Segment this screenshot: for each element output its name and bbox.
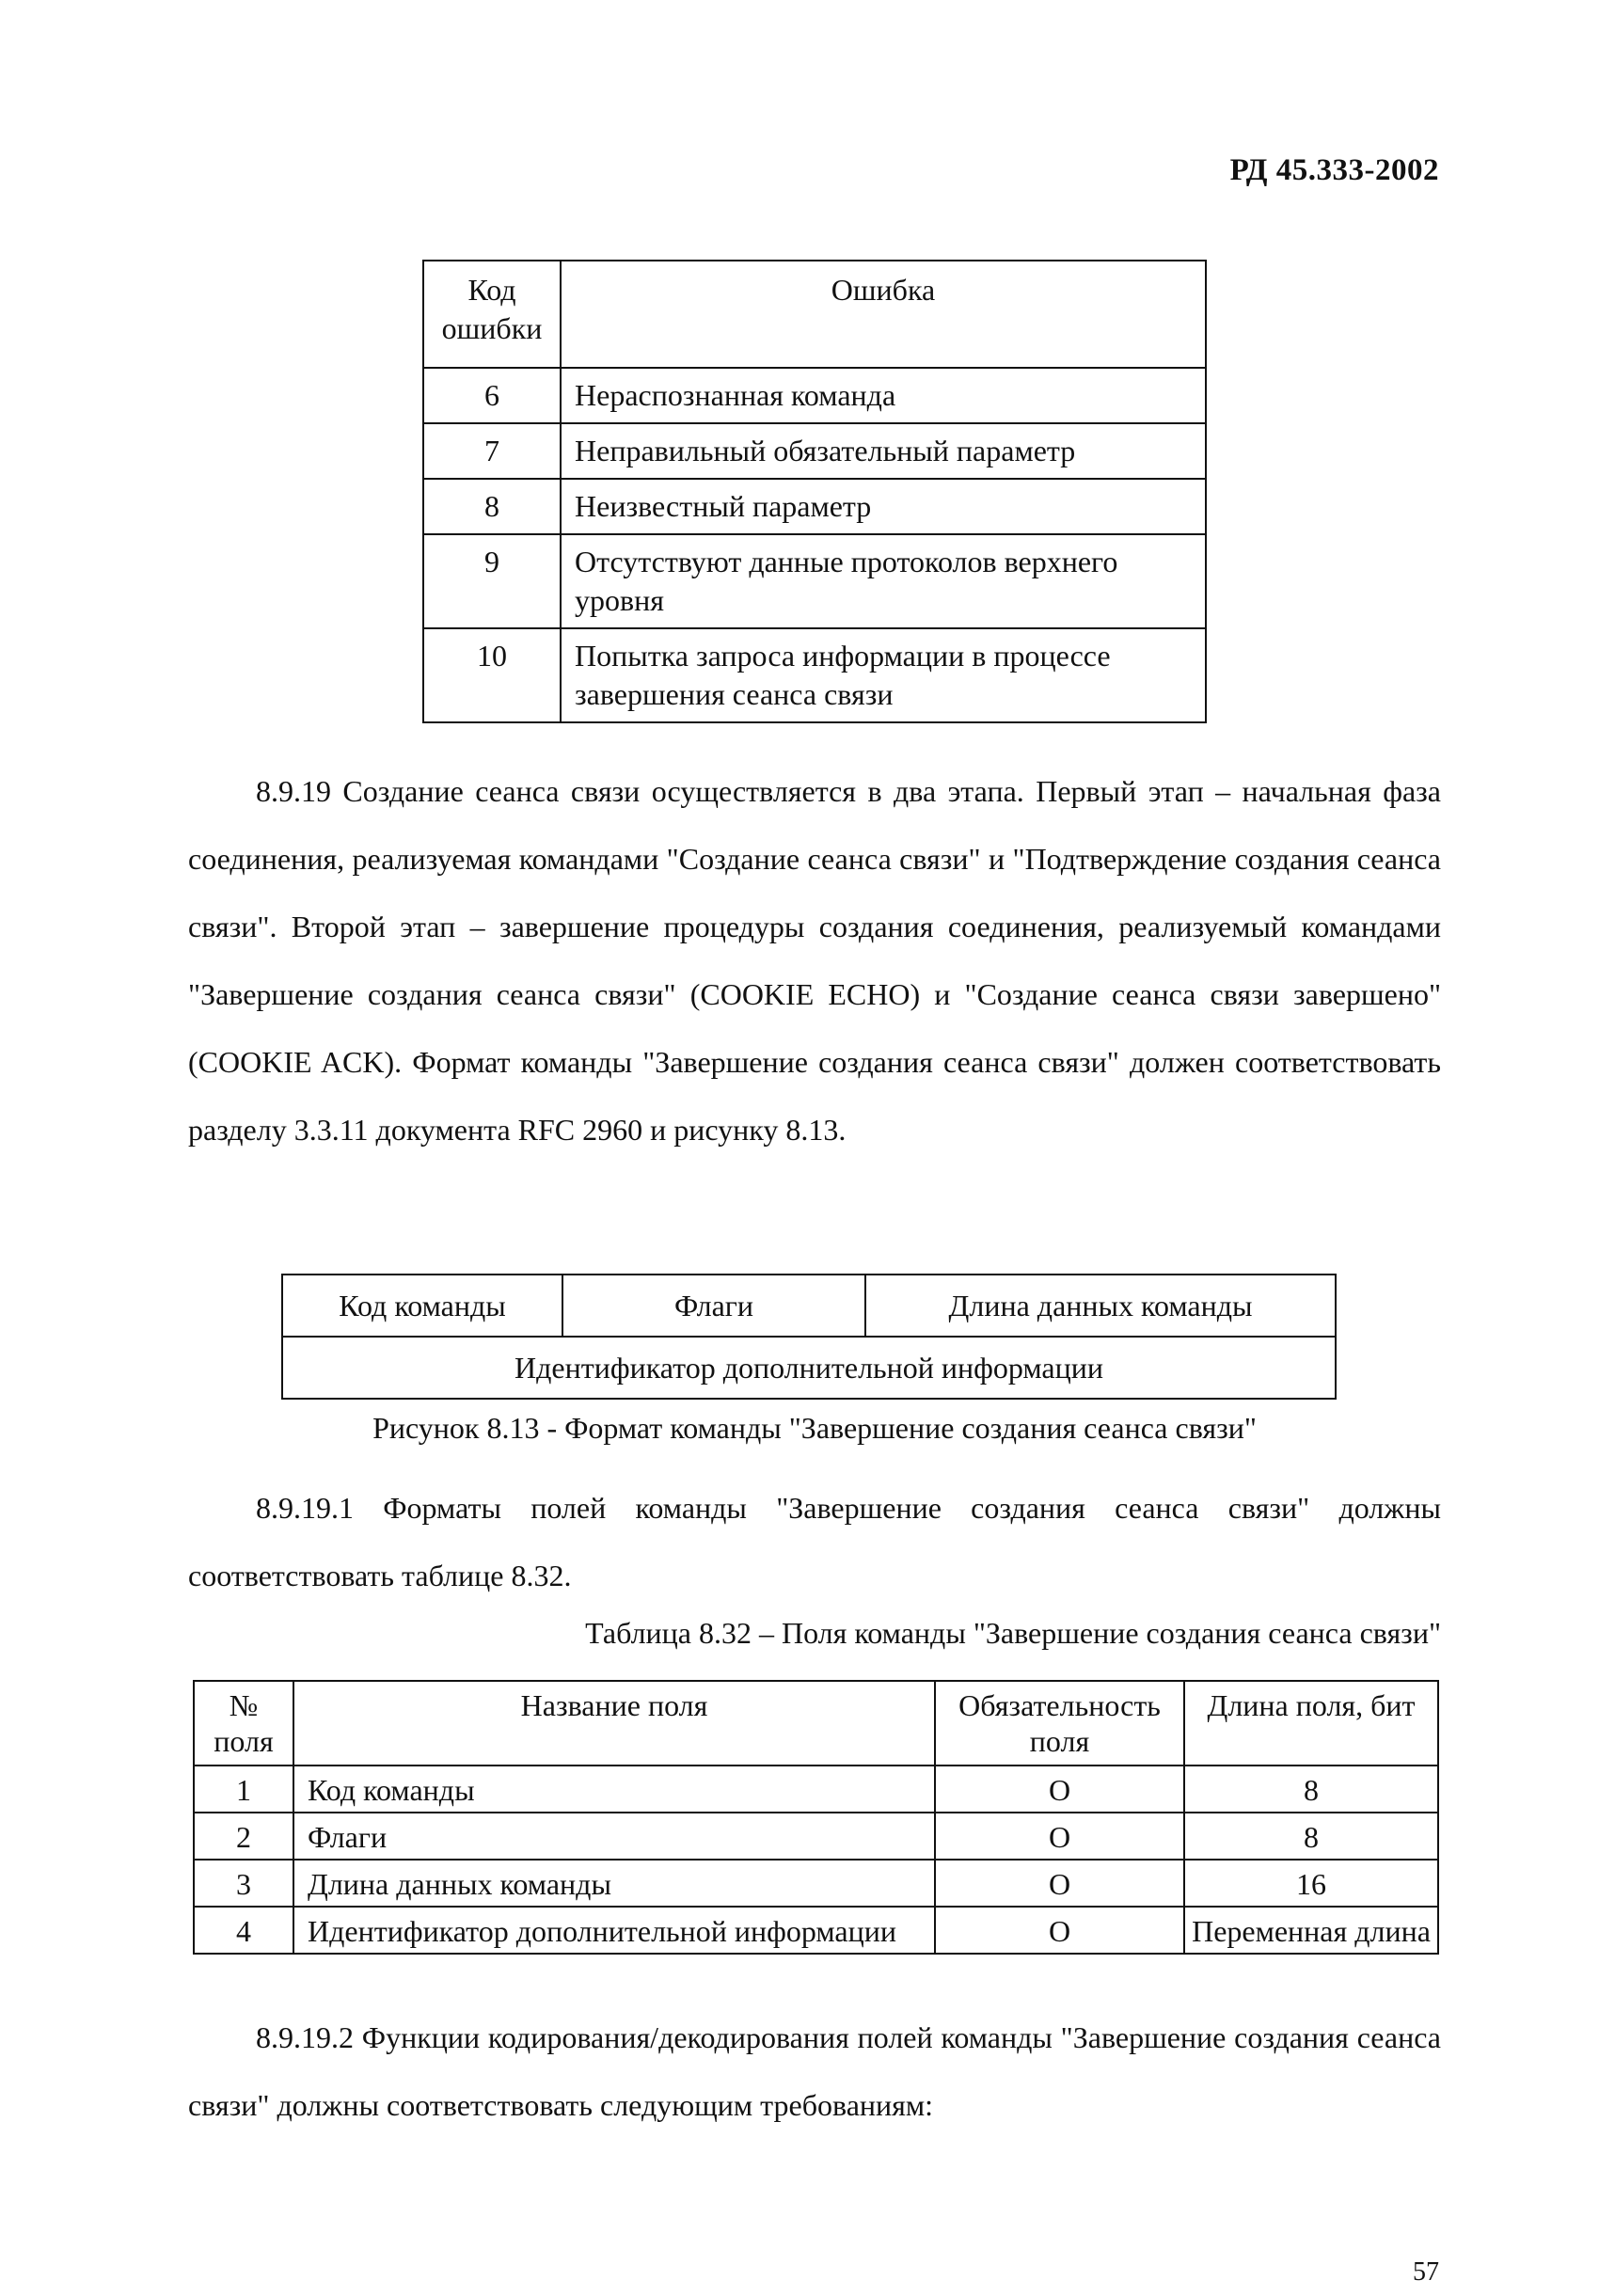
table-row [423, 534, 1206, 628]
column-header-error: Ошибка [561, 261, 1206, 368]
figure-cell-info-identifier: Идентификатор дополнительной информации [282, 1337, 1336, 1399]
column-header-name: Название поля [293, 1681, 935, 1766]
table-row [423, 368, 1206, 423]
page-number: 57 [1413, 2257, 1439, 2287]
column-header-length: Длина поля, бит [1184, 1681, 1438, 1766]
field-num: 1 [194, 1766, 293, 1813]
table-header-row [423, 261, 1206, 368]
field-num: 4 [194, 1907, 293, 1954]
error-code: 7 [423, 423, 561, 479]
field-length: Переменная длина [1184, 1907, 1438, 1954]
figure-caption: Рисунок 8.13 - Формат команды "Завершение создания сеанса связи" [372, 1411, 1257, 1445]
field-name: Флаги [293, 1813, 935, 1860]
field-name: Код команды [293, 1766, 935, 1813]
field-required: О [935, 1907, 1184, 1954]
column-header-required: Обязательность поля [935, 1681, 1184, 1766]
table-row [423, 479, 1206, 534]
column-header-num: № поля [194, 1681, 293, 1766]
error-text: Неправильный обязательный параметр [561, 423, 1206, 479]
paragraph-8-9-19: 8.9.19 Создание сеанса связи осуществляется в два этапа. Первый этап – начальная фаза соединения, реализуемая командами "Создание сеанса связи" и "Подтверждение создания сеанса связи". Второй этап – завершение процедуры создания соединения, реализуемый командами "Завершение создания сеанса связи" (COOKIE ECHO) и "Создание сеанса связи завершено" (COOKIE ACK). Формат команды "Завершение создания сеанса связи" должен соответствовать разделу 3.3.11 документа RFC 2960 и рисунку 8.13. [188, 774, 1441, 1147]
error-text: Нераспознанная команда [561, 368, 1206, 423]
figure-cell-data-length: Длина данных команды [865, 1275, 1336, 1337]
field-required: О [935, 1860, 1184, 1907]
error-text: Неизвестный параметр [561, 479, 1206, 534]
field-name: Идентификатор дополнительной информации [293, 1907, 935, 1954]
field-length: 8 [1184, 1766, 1438, 1813]
error-text: Попытка запроса информации в процессе завершения сеанса связи [561, 628, 1206, 722]
error-code: 8 [423, 479, 561, 534]
fields-table-8-32 [193, 1680, 1439, 1955]
error-code: 6 [423, 368, 561, 423]
field-required: О [935, 1813, 1184, 1860]
table-row [423, 423, 1206, 479]
figure-cell-command-code: Код команды [282, 1275, 562, 1337]
field-name: Длина данных команды [293, 1860, 935, 1907]
table-row [194, 1860, 1438, 1907]
column-header-code: Код ошибки [423, 261, 561, 368]
table-row [194, 1766, 1438, 1813]
document-code: РД 45.333-2002 [1229, 153, 1439, 187]
error-codes-table [422, 260, 1207, 723]
table-title: Таблица 8.32 – Поля команды "Завершение создания сеанса связи" [585, 1616, 1441, 1650]
table-header-row [194, 1681, 1438, 1766]
field-length: 16 [1184, 1860, 1438, 1907]
table-row [194, 1813, 1438, 1860]
table-row [194, 1907, 1438, 1954]
field-num: 2 [194, 1813, 293, 1860]
error-text: Отсутствуют данные протоколов верхнего уровня [561, 534, 1206, 628]
table-row [423, 628, 1206, 722]
error-code: 10 [423, 628, 561, 722]
paragraph-8-9-19-2: 8.9.19.2 Функции кодирования/декодирования полей команды "Завершение создания сеанса связи" должны соответствовать следующим требованиям: [188, 2020, 1441, 2122]
field-required: О [935, 1766, 1184, 1813]
paragraph-8-9-19-1: 8.9.19.1 Форматы полей команды "Завершение создания сеанса связи" должны соответствовать таблице 8.32. [188, 1491, 1441, 1592]
error-code: 9 [423, 534, 561, 628]
field-num: 3 [194, 1860, 293, 1907]
field-length: 8 [1184, 1813, 1438, 1860]
figure-8-13-command-format [281, 1274, 1337, 1400]
figure-cell-flags: Флаги [562, 1275, 865, 1337]
